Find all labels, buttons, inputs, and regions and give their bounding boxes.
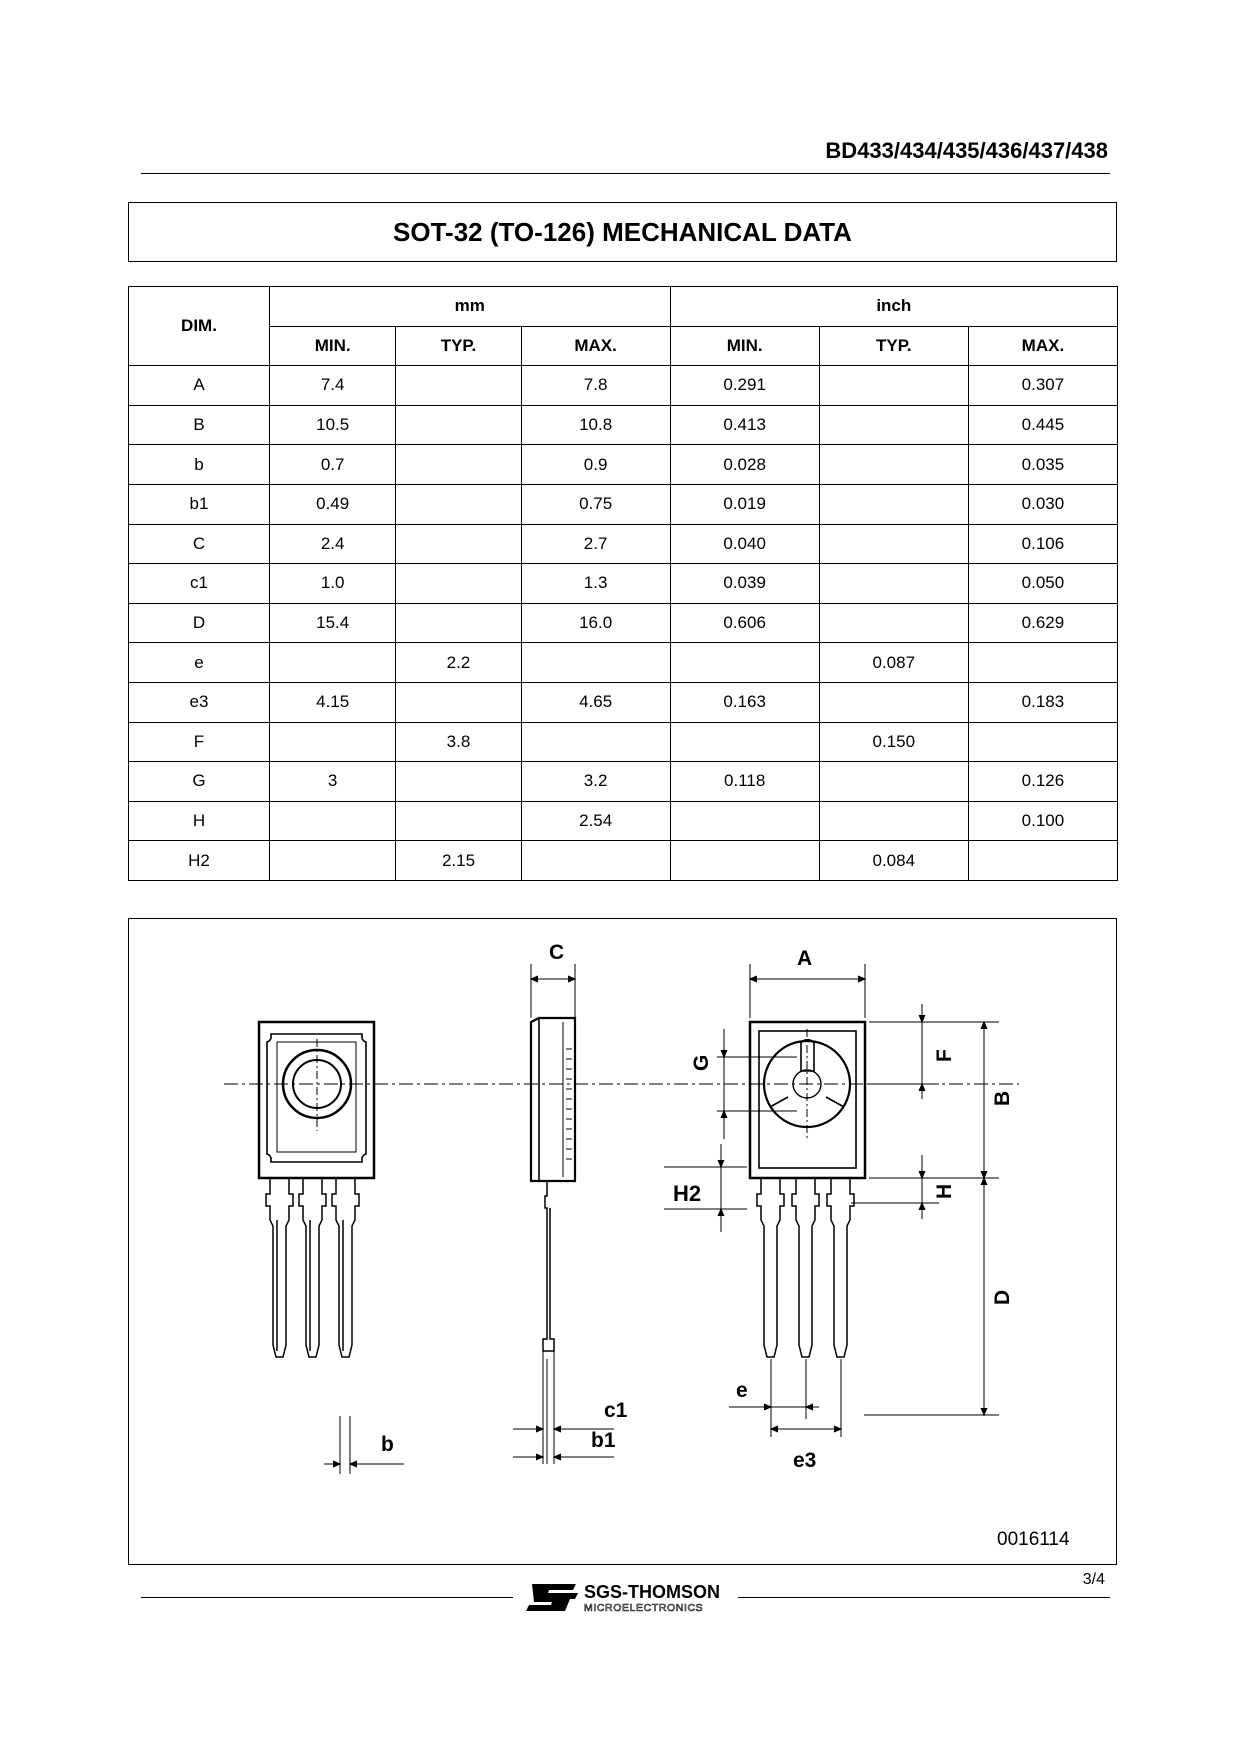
value-cell xyxy=(396,603,521,643)
value-cell xyxy=(819,682,968,722)
value-cell xyxy=(270,643,396,683)
value-cell: 1.3 xyxy=(521,564,670,604)
value-cell: 3.2 xyxy=(521,762,670,802)
value-cell: 16.0 xyxy=(521,603,670,643)
value-cell: 0.413 xyxy=(670,405,819,445)
value-cell: 10.5 xyxy=(270,405,396,445)
value-cell: 1.0 xyxy=(270,564,396,604)
value-cell xyxy=(270,841,396,881)
page-number: 3/4 xyxy=(1082,1571,1105,1588)
value-cell xyxy=(670,801,819,841)
brand-subtitle: MICROELECTRONICS xyxy=(584,1602,704,1614)
value-cell xyxy=(819,564,968,604)
table-row xyxy=(129,445,1118,485)
inch-group-header: inch xyxy=(670,287,1117,327)
value-cell xyxy=(670,841,819,881)
value-cell xyxy=(270,722,396,762)
value-cell xyxy=(521,722,670,762)
table-row xyxy=(129,762,1118,802)
value-cell: 0.118 xyxy=(670,762,819,802)
back-view xyxy=(664,964,999,1437)
value-cell: 0.75 xyxy=(521,484,670,524)
value-cell xyxy=(819,484,968,524)
value-cell xyxy=(521,841,670,881)
dim-cell: C xyxy=(129,524,270,564)
value-cell: 2.15 xyxy=(396,841,521,881)
label-H: H xyxy=(933,1183,956,1199)
label-B: B xyxy=(991,1090,1014,1106)
value-cell: 2.7 xyxy=(521,524,670,564)
value-cell: 0.163 xyxy=(670,682,819,722)
label-c1: c1 xyxy=(604,1399,628,1422)
value-cell: 0.039 xyxy=(670,564,819,604)
table-row xyxy=(129,841,1118,881)
value-cell: 0.49 xyxy=(270,484,396,524)
table-row xyxy=(129,801,1118,841)
label-e: e xyxy=(736,1379,748,1402)
sub-header-2: MAX. xyxy=(521,326,670,366)
mm-group-header: mm xyxy=(270,287,671,327)
value-cell xyxy=(819,603,968,643)
header-part-numbers: BD433/434/435/436/437/438 xyxy=(825,138,1108,163)
dim-cell: e3 xyxy=(129,682,270,722)
value-cell: 4.15 xyxy=(270,682,396,722)
table-row xyxy=(129,405,1118,445)
value-cell xyxy=(968,841,1117,881)
label-C: C xyxy=(549,941,565,964)
value-cell xyxy=(968,722,1117,762)
value-cell: 0.7 xyxy=(270,445,396,485)
value-cell xyxy=(396,762,521,802)
value-cell: 0.100 xyxy=(968,801,1117,841)
value-cell xyxy=(396,484,521,524)
label-H2: H2 xyxy=(673,1181,702,1206)
value-cell: 10.8 xyxy=(521,405,670,445)
value-cell: 0.106 xyxy=(968,524,1117,564)
value-cell xyxy=(521,643,670,683)
value-cell xyxy=(396,445,521,485)
value-cell: 0.035 xyxy=(968,445,1117,485)
value-cell: 0.126 xyxy=(968,762,1117,802)
value-cell xyxy=(670,643,819,683)
table-row xyxy=(129,366,1118,406)
brand-name: SGS-THOMSON xyxy=(584,1582,721,1602)
dim-cell: b1 xyxy=(129,484,270,524)
label-e3: e3 xyxy=(793,1449,817,1472)
value-cell: 0.606 xyxy=(670,603,819,643)
drawing-code: 0016114 xyxy=(997,1529,1070,1550)
value-cell: 0.030 xyxy=(968,484,1117,524)
value-cell: 0.150 xyxy=(819,722,968,762)
sub-header-4: TYP. xyxy=(819,326,968,366)
dim-cell: F xyxy=(129,722,270,762)
sub-header-row xyxy=(129,326,1118,366)
value-cell: 2.54 xyxy=(521,801,670,841)
dim-cell: e xyxy=(129,643,270,683)
side-view xyxy=(513,964,614,1464)
header-rule xyxy=(141,173,1110,174)
mechanical-data-table xyxy=(128,286,1118,881)
value-cell: 15.4 xyxy=(270,603,396,643)
value-cell xyxy=(396,405,521,445)
table-row xyxy=(129,524,1118,564)
table-row xyxy=(129,484,1118,524)
sub-header-0: MIN. xyxy=(270,326,396,366)
dim-cell: b xyxy=(129,445,270,485)
value-cell: 2.4 xyxy=(270,524,396,564)
sub-header-5: MAX. xyxy=(968,326,1117,366)
value-cell: 0.183 xyxy=(968,682,1117,722)
value-cell: 0.445 xyxy=(968,405,1117,445)
value-cell xyxy=(819,524,968,564)
label-b: b xyxy=(381,1433,394,1456)
value-cell: 0.084 xyxy=(819,841,968,881)
table-row xyxy=(129,564,1118,604)
package-outline-drawing xyxy=(129,919,1116,1564)
value-cell xyxy=(819,366,968,406)
value-cell: 0.291 xyxy=(670,366,819,406)
table-row xyxy=(129,682,1118,722)
value-cell: 2.2 xyxy=(396,643,521,683)
table-row xyxy=(129,643,1118,683)
value-cell xyxy=(270,801,396,841)
value-cell: 0.307 xyxy=(968,366,1117,406)
dim-cell: D xyxy=(129,603,270,643)
value-cell: 3.8 xyxy=(396,722,521,762)
table-row xyxy=(129,722,1118,762)
value-cell: 0.087 xyxy=(819,643,968,683)
value-cell: 0.629 xyxy=(968,603,1117,643)
footer-rule-right xyxy=(738,1597,1110,1598)
label-b1: b1 xyxy=(591,1429,616,1452)
label-D: D xyxy=(991,1289,1014,1305)
value-cell: 0.040 xyxy=(670,524,819,564)
value-cell xyxy=(396,801,521,841)
value-cell xyxy=(819,801,968,841)
footer-rule-left xyxy=(141,1597,513,1598)
value-cell xyxy=(819,445,968,485)
value-cell: 4.65 xyxy=(521,682,670,722)
value-cell: 0.050 xyxy=(968,564,1117,604)
dim-header: DIM. xyxy=(129,287,270,366)
value-cell xyxy=(819,405,968,445)
value-cell xyxy=(396,366,521,406)
dim-cell: H2 xyxy=(129,841,270,881)
value-cell xyxy=(396,682,521,722)
sub-header-3: MIN. xyxy=(670,326,819,366)
package-drawing xyxy=(128,918,1117,1565)
table-body xyxy=(129,366,1118,881)
dim-cell: H xyxy=(129,801,270,841)
value-cell xyxy=(670,722,819,762)
front-view xyxy=(259,1022,404,1474)
value-cell: 7.4 xyxy=(270,366,396,406)
section-title: SOT-32 (TO-126) MECHANICAL DATA xyxy=(128,202,1117,262)
dim-cell: B xyxy=(129,405,270,445)
sub-header-1: TYP. xyxy=(396,326,521,366)
label-G: G xyxy=(690,1054,713,1071)
value-cell xyxy=(396,564,521,604)
st-logo xyxy=(522,1578,732,1618)
dim-cell: A xyxy=(129,366,270,406)
value-cell: 7.8 xyxy=(521,366,670,406)
value-cell: 0.019 xyxy=(670,484,819,524)
value-cell: 0.028 xyxy=(670,445,819,485)
value-cell xyxy=(396,524,521,564)
value-cell: 3 xyxy=(270,762,396,802)
label-F: F xyxy=(933,1049,956,1062)
table-row xyxy=(129,603,1118,643)
value-cell xyxy=(819,762,968,802)
value-cell: 0.9 xyxy=(521,445,670,485)
value-cell xyxy=(968,643,1117,683)
dim-cell: G xyxy=(129,762,270,802)
label-A: A xyxy=(797,947,813,970)
dim-cell: c1 xyxy=(129,564,270,604)
